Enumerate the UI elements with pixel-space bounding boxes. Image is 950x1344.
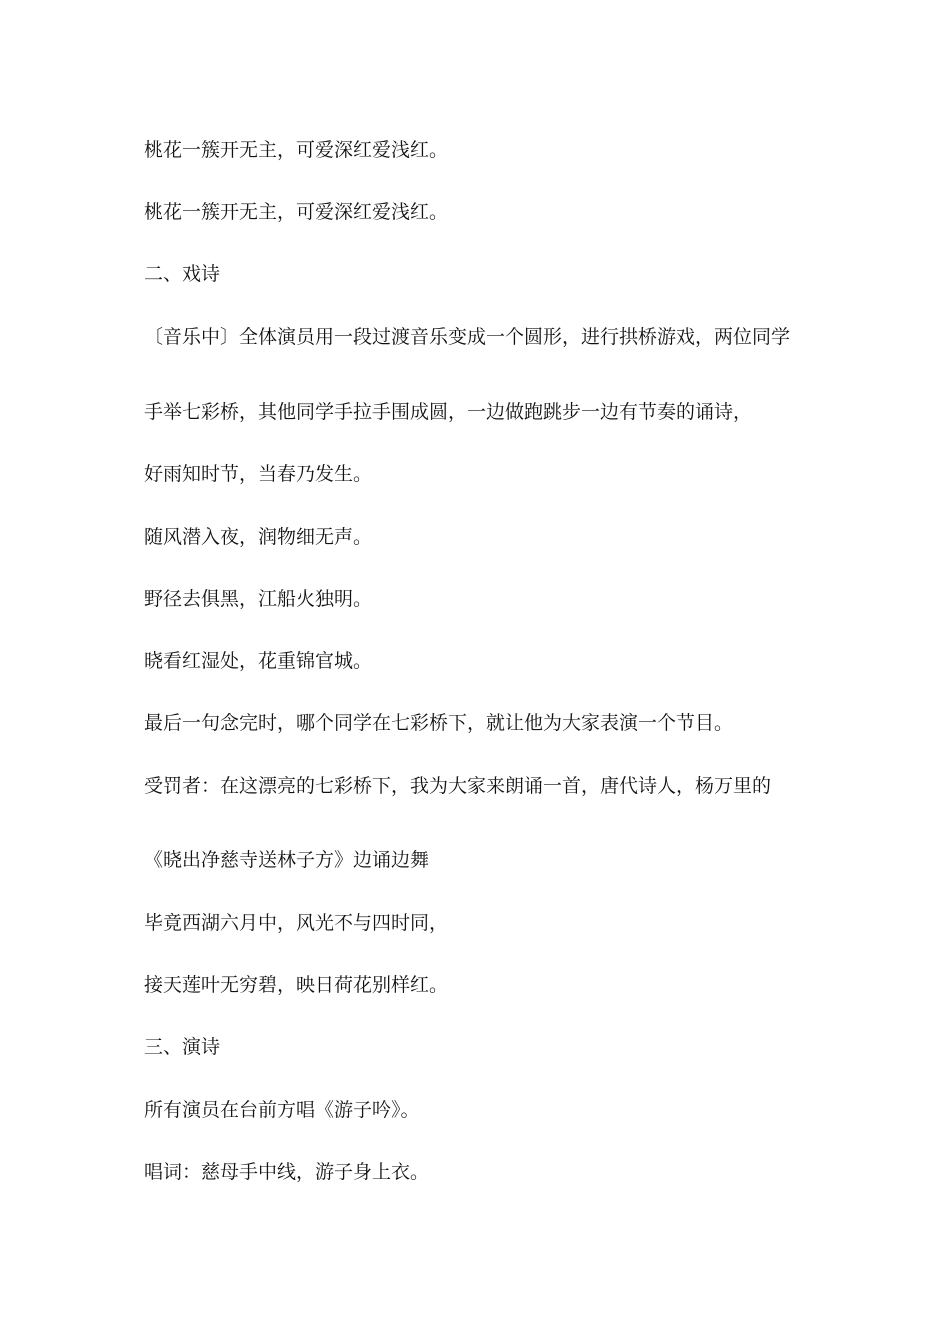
poem-line-1: 好雨知时节，当春乃发生。 bbox=[144, 463, 373, 485]
text-line-5: 手举七彩桥，其他同学手拉手围成圆，一边做跑跳步一边有节奏的诵诗， bbox=[144, 401, 753, 423]
lyrics-line-1: 唱词：慈母手中线，游子身上衣。 bbox=[144, 1161, 430, 1183]
text-line-2: 桃花一簇开无主，可爱深红爱浅红。 bbox=[144, 201, 449, 223]
text-line-11: 受罚者：在这漂亮的七彩桥下，我为大家来朗诵一首，唐代诗人，杨万里的 bbox=[144, 775, 772, 797]
poem-line-6: 接天莲叶无穷碧，映日荷花别样红。 bbox=[144, 974, 449, 996]
poem-line-4: 晓看红湿处，花重锦官城。 bbox=[144, 650, 373, 672]
section-heading-2: 二、戏诗 bbox=[144, 263, 221, 285]
text-line-16: 所有演员在台前方唱《游子吟》。 bbox=[144, 1099, 420, 1121]
section-heading-3: 三、演诗 bbox=[144, 1036, 221, 1058]
text-line-1: 桃花一簇开无主，可爱深红爱浅红。 bbox=[144, 139, 449, 161]
poem-line-3: 野径去俱黑，江船火独明。 bbox=[144, 588, 373, 610]
poem-title: 《晓出净慈寺送林子方》边诵边舞 bbox=[144, 849, 430, 871]
text-line-10: 最后一句念完时，哪个同学在七彩桥下，就让他为大家表演一个节目。 bbox=[144, 712, 734, 734]
poem-line-5: 毕竟西湖六月中，风光不与四时同， bbox=[144, 912, 449, 934]
text-line-4: 〔音乐中〕全体演员用一段过渡音乐变成一个圆形，进行拱桥游戏，两位同学 bbox=[144, 326, 791, 348]
poem-line-2: 随风潜入夜，润物细无声。 bbox=[144, 526, 373, 548]
